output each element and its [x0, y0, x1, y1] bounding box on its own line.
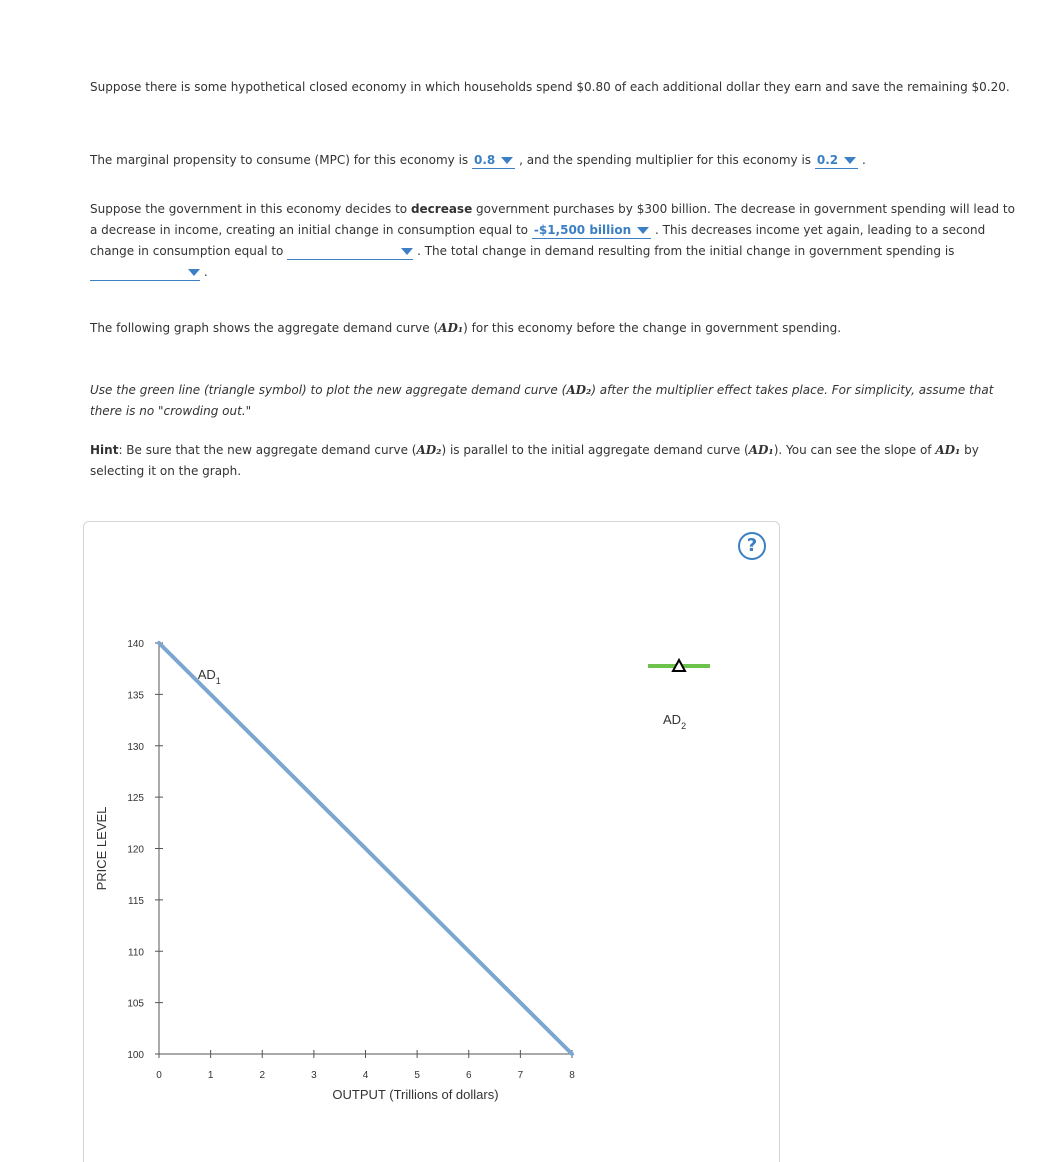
ad1-curve-label: $AD_1$: [197, 666, 221, 686]
gov-text-1: Suppose the government in this economy decides to: [90, 202, 408, 216]
hint-text-3: ). You can see the slope of: [773, 443, 932, 457]
hint-label: Hint: [90, 443, 119, 457]
x-tick-label: 0: [156, 1070, 162, 1081]
ad1-curve[interactable]: [159, 643, 572, 1054]
intro-text: Suppose there is some hypothetical closed economy in which households spend $0.80 of each additional dollar they earn and save the remaining $0.20.: [90, 80, 1010, 94]
help-icon[interactable]: ?: [738, 532, 766, 560]
x-tick-label: 1: [207, 1070, 214, 1081]
decrease-bold: decrease: [410, 202, 473, 216]
y-tick-label: 115: [128, 895, 144, 907]
graph-intro-text-2: ) for this economy before the change in government spending.: [463, 321, 842, 335]
x-tick-label: 5: [414, 1070, 420, 1081]
y-tick-label: 125: [127, 793, 144, 805]
hint-text-4: by selecting it on the graph.: [90, 443, 979, 478]
ad2-symbol: AD₂: [566, 383, 592, 397]
x-tick-label: 2: [259, 1070, 266, 1081]
ad2-legend-label: $AD_2$: [663, 712, 687, 731]
mpc-text-3: .: [861, 153, 866, 167]
ad1-symbol: AD₁: [438, 321, 464, 335]
instruction-text-2: ) after the multiplier effect takes place. For simplicity, assume that there is no "crowding out.": [90, 383, 994, 418]
mpc-dropdown-value: 0.8: [474, 153, 496, 167]
x-tick-label: 6: [465, 1070, 472, 1081]
mpc-text-1: The marginal propensity to consume (MPC) for this economy is: [90, 153, 469, 167]
x-tick-label: 3: [311, 1070, 317, 1081]
y-axis-label: PRICE LEVEL: [94, 806, 109, 891]
initial-change-value: -$1,500 billion: [533, 223, 632, 237]
y-tick-label: 110: [128, 947, 144, 959]
hint-ad1-symbol-2: AD₁: [935, 443, 961, 457]
multiplier-dropdown-value: 0.2: [816, 153, 839, 167]
y-tick-label: 140: [127, 639, 144, 650]
ad2-legend-tool[interactable]: [648, 660, 710, 731]
gov-text-2: government purchases by $300 billion. The decrease in government spending will lead to a decrease in income, creating an initial change in consumption equal to: [90, 202, 1015, 237]
gov-text-3: . This decreases income yet again, leading to a second change in consumption equal to: [90, 223, 986, 258]
y-tick-label: 135: [127, 690, 144, 702]
instruction-text-1: Use the green line (triangle symbol) to plot the new aggregate demand curve (: [90, 383, 567, 397]
y-tick-label: 120: [127, 844, 144, 856]
hint-ad2-symbol: AD₂: [416, 443, 442, 457]
y-tick-label: 130: [127, 741, 144, 753]
x-tick-label: 7: [517, 1070, 524, 1081]
y-tick-label: 105: [127, 998, 144, 1010]
x-axis-label: OUTPUT (Trillions of dollars): [332, 1087, 499, 1102]
mpc-text-2: , and the spending multiplier for this economy is: [519, 153, 812, 167]
y-tick-label: 100: [127, 1050, 144, 1061]
hint-ad1-symbol: AD₁: [748, 443, 774, 457]
hint-text-1: : Be sure that the new aggregate demand curve (: [118, 443, 417, 457]
x-tick-label: 4: [362, 1070, 369, 1081]
hint-text-2: ) is parallel to the initial aggregate demand curve (: [441, 443, 749, 457]
gov-text-5: .: [203, 265, 208, 279]
gov-text-4: . The total change in demand resulting from the initial change in government spending is: [417, 244, 955, 258]
x-tick-label: 8: [569, 1070, 575, 1081]
graph-intro-text-1: The following graph shows the aggregate demand curve (: [90, 321, 439, 335]
